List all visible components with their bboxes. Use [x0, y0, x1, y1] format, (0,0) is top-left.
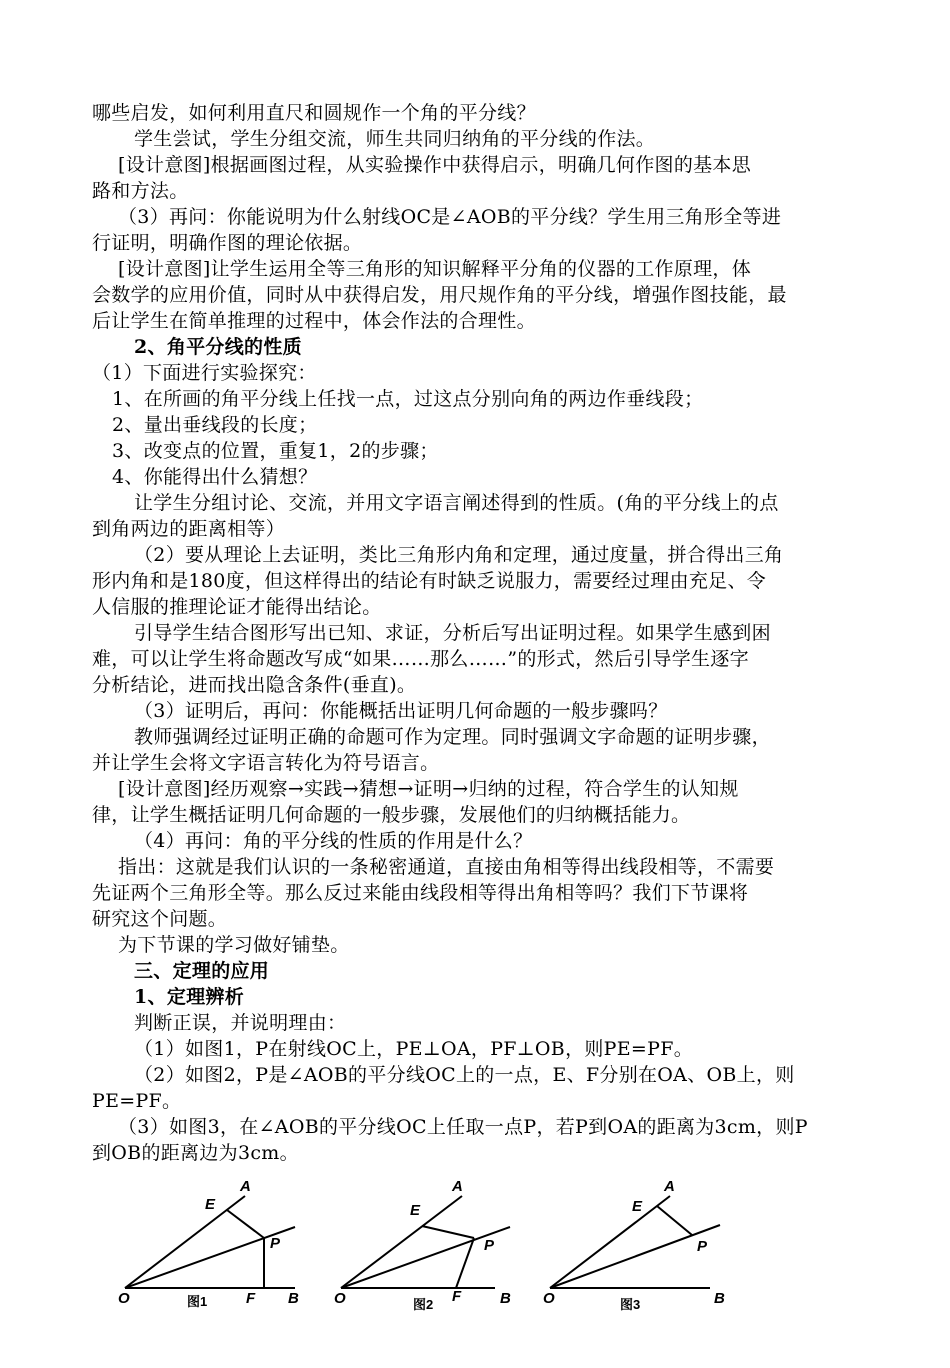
text-line: 会数学的应用价值，同时从中获得启发，用尺规作角的平分线，增强作图技能，最	[92, 284, 787, 306]
label-o: O	[118, 1290, 130, 1307]
text-line: 让学生分组讨论、交流，并用文字语言阐述得到的性质。(角的平分线上的点	[134, 492, 779, 514]
label-p: P	[270, 1235, 281, 1252]
text-line: 教师强调经过证明正确的命题可作为定理。同时强调文字命题的证明步骤，	[134, 726, 771, 748]
text-line: （3）再问：你能说明为什么射线OC是∠AOB的平分线？学生用三角形全等进	[118, 206, 782, 228]
text-line: 行证明，明确作图的理论依据。	[92, 232, 363, 254]
text-line: PE=PF。	[92, 1090, 182, 1112]
text-line: 难，可以让学生将命题改写成“如果……那么……”的形式，然后引导学生逐字	[92, 648, 749, 670]
label-f: F	[452, 1288, 462, 1305]
text-line: 4、你能得出什么猜想？	[112, 466, 318, 488]
ray-oa	[341, 1196, 462, 1288]
geometry-figures	[100, 1168, 860, 1368]
text-line: 指出：这就是我们认识的一条秘密通道，直接由角相等得出线段相等，不需要	[118, 856, 775, 878]
text-line: 研究这个问题。	[92, 908, 228, 930]
label-f: F	[246, 1290, 256, 1307]
text-line: 先证两个三角形全等。那么反过来能由线段相等得出角相等吗？我们下节课将	[92, 882, 749, 904]
text-line: 2、量出垂线段的长度；	[112, 414, 318, 436]
label-a: A	[452, 1178, 463, 1195]
text-line: 为下节课的学习做好铺垫。	[118, 934, 350, 956]
section-heading: 三、定理的应用	[134, 960, 270, 982]
text-line: （1）如图1，P在射线OC上，PE⊥OA，PF⊥OB，则PE=PF。	[134, 1038, 694, 1060]
text-line: [设计意图]让学生运用全等三角形的知识解释平分角的仪器的工作原理，体	[118, 258, 752, 280]
caption-fig3: 图3	[620, 1297, 641, 1312]
text-line: （2）要从理论上去证明，类比三角形内角和定理，通过度量，拼合得出三角	[134, 544, 784, 566]
ray-oc	[550, 1225, 720, 1288]
text-line: 学生尝试，学生分组交流，师生共同归纳角的平分线的作法。	[134, 128, 656, 150]
text-line: （1）下面进行实验探究：	[92, 362, 317, 384]
text-line: 人信服的推理论证才能得出结论。	[92, 596, 382, 618]
text-line: 到OB的距离边为3cm。	[92, 1142, 299, 1164]
text-line: 判断正误，并说明理由：	[134, 1012, 347, 1034]
text-line: 后让学生在简单推理的过程中，体会作法的合理性。	[92, 310, 536, 332]
text-line: （2）如图2，P是∠AOB的平分线OC上的一点，E、F分别在OA、OB上，则	[134, 1064, 795, 1086]
label-e: E	[410, 1202, 421, 1219]
text-line: 路和方法。	[92, 180, 189, 202]
text-line: （3）如图3，在∠AOB的平分线OC上任取一点P，若P到OA的距离为3cm，则P	[118, 1116, 808, 1138]
section-heading: 2、角平分线的性质	[134, 336, 302, 358]
label-a: A	[240, 1178, 251, 1195]
text-line: （4）再问：角的平分线的性质的作用是什么？	[134, 830, 533, 852]
segment-pe	[657, 1206, 692, 1235]
label-b: B	[288, 1290, 299, 1307]
caption-fig2: 图2	[413, 1297, 434, 1312]
text-line: 分析结论，进而找出隐含条件(垂直)。	[92, 674, 417, 696]
label-o: O	[543, 1290, 555, 1307]
label-b: B	[500, 1290, 511, 1307]
text-line: 引导学生结合图形写出已知、求证，分析后写出证明过程。如果学生感到困	[134, 622, 771, 644]
text-line: 律，让学生概括证明几何命题的一般步骤，发展他们的归纳概括能力。	[92, 804, 691, 826]
text-line: 形内角和是180度，但这样得出的结论有时缺乏说服力，需要经过理由充足、令	[92, 570, 767, 592]
caption-fig1: 图1	[187, 1294, 208, 1309]
label-a: A	[664, 1178, 675, 1195]
label-p: P	[484, 1237, 495, 1254]
text-line: 3、改变点的位置，重复1，2的步骤；	[112, 440, 439, 462]
segment-pe	[422, 1226, 474, 1238]
ray-oa	[550, 1196, 670, 1288]
text-line: 哪些启发，如何利用直尺和圆规作一个角的平分线？	[92, 102, 536, 124]
ray-oa	[125, 1196, 245, 1288]
text-line: （3）证明后，再问：你能概括出证明几何命题的一般步骤吗？	[134, 700, 668, 722]
subsection-heading: 1、定理辨析	[134, 986, 245, 1008]
segment-pe	[227, 1210, 264, 1238]
label-e: E	[632, 1198, 643, 1215]
text-line: 到角两边的距离相等）	[92, 518, 286, 540]
text-line: [设计意图]根据画图过程，从实验操作中获得启示，明确几何作图的基本思	[118, 154, 752, 176]
label-p: P	[697, 1238, 708, 1255]
label-o: O	[334, 1290, 346, 1307]
text-line: [设计意图]经历观察→实践→猜想→证明→归纳的过程，符合学生的认知规	[118, 778, 739, 800]
text-line: 并让学生会将文字语言转化为符号语言。	[92, 752, 440, 774]
label-e: E	[205, 1196, 216, 1213]
text-line: 1、在所画的角平分线上任找一点，过这点分别向角的两边作垂线段；	[112, 388, 704, 410]
label-b: B	[714, 1290, 725, 1307]
